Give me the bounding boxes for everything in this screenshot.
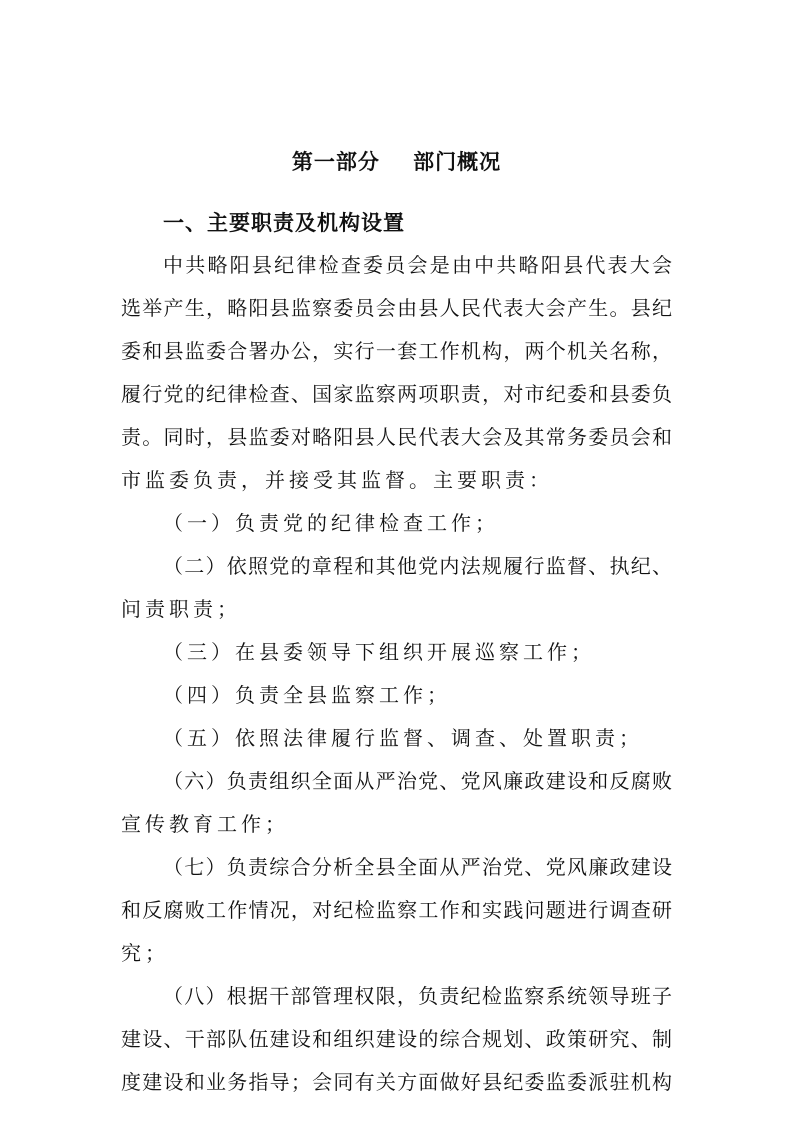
list-item-line: 度建设和业务指导；会同有关方面做好县纪委监委派驻机构 (121, 1070, 674, 1094)
list-item-line: （三）在县委领导下组织开展巡察工作； (163, 640, 595, 664)
paragraph-line: 选举产生，略阳县监察委员会由县人民代表大会产生。县纪 (121, 296, 674, 320)
list-item-line: （八）根据干部管理权限，负责纪检监察系统领导班子 (163, 984, 674, 1008)
paragraph-line: 中共略阳县纪律检查委员会是由中共略阳县代表大会 (163, 253, 675, 277)
paragraph-line: 市监委负责，并接受其监督。主要职责： (121, 468, 553, 492)
paragraph-line: 责。同时，县监委对略阳县人民代表大会及其常务委员会和 (121, 425, 674, 449)
paragraph-line: 委和县监委合署办公，实行一套工作机构，两个机关名称， (121, 339, 674, 363)
list-item-line: 宣传教育工作； (121, 812, 289, 836)
list-item-line: （二）依照党的章程和其他党内法规履行监督、执纪、 (163, 554, 674, 578)
list-item-line: （一）负责党的纪律检查工作； (163, 511, 499, 535)
list-item-line: （七）负责综合分析全县全面从严治党、党风廉政建设 (163, 855, 674, 879)
paragraph-line: 履行党的纪律检查、国家监察两项职责，对市纪委和县委负 (121, 382, 674, 406)
list-item-line: （五）依照法律履行监督、调查、处置职责； (163, 726, 643, 750)
list-item-line: 建设、干部队伍建设和组织建设的综合规划、政策研究、制 (121, 1027, 674, 1051)
list-item-line: 究； (121, 941, 169, 965)
list-item-line: （四）负责全县监察工作； (163, 683, 451, 707)
page-title: 第一部分 部门概况 (291, 150, 502, 174)
list-item-line: 问责职责； (121, 597, 241, 621)
list-item-line: 和反腐败工作情况，对纪检监察工作和实践问题进行调查研 (121, 898, 674, 922)
list-item-line: （六）负责组织全面从严治党、党风廉政建设和反腐败 (163, 769, 674, 793)
section-heading: 一、主要职责及机构设置 (163, 211, 405, 235)
